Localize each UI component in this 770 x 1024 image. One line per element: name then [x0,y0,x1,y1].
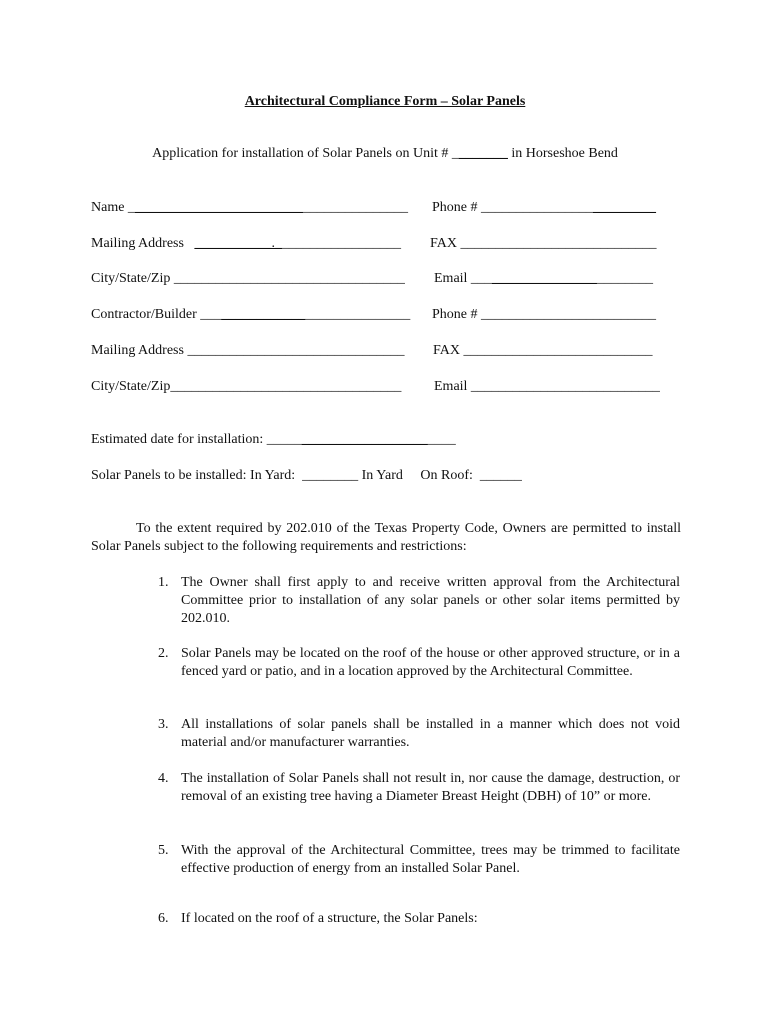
application-prefix: Application for installation of Solar Panels on Unit # _ [152,146,459,161]
installation-date-field[interactable] [91,432,456,448]
city-state-zip-field[interactable]: City/State/Zip _________________________________ [91,271,405,286]
phone-label: Phone # ________________ [432,200,593,215]
email-underline: _______________ [491,271,597,286]
name-label: Name _ [91,200,135,215]
form-title: Architectural Compliance Form – Solar Panels [244,94,526,109]
requirement-number: 4. [158,771,169,786]
application-line [0,146,770,162]
requirement-number: 1. [158,575,169,590]
installation-date-tail: ____ [427,432,456,447]
application-suffix: in Horseshoe Bend [507,146,618,161]
name-tail: _______________ [302,200,408,215]
installation-location-field[interactable]: Solar Panels to be installed: In Yard: ________ In Yard On Roof: ______ [91,468,522,483]
mailing-address-label: Mailing Address [91,236,195,251]
email-field[interactable] [434,271,653,287]
requirement-text: The installation of Solar Panels shall not result in, nor cause the damage, destruction, or removal of an existing tree having a Diameter Breast Height (DBH) of 10” or more. [181,771,680,804]
requirement-number: 3. [158,717,169,732]
installation-date-label: Estimated date for installation: _____ [91,432,302,447]
contractor-fax-field[interactable]: FAX ___________________________ [433,343,653,358]
contractor-mailing-address-field[interactable]: Mailing Address _______________________________ [91,343,405,358]
requirement-text: Solar Panels may be located on the roof of the house or other approved structure, or in a fenced yard or patio, and in a location approved by the Architectural Committee. [181,646,680,679]
fax-field[interactable]: FAX ____________________________ [430,236,657,251]
name-underline: ________________________ [134,200,303,215]
contractor-label: Contractor/Builder ___ [91,307,222,322]
email-tail: ________ [596,271,653,286]
installation-date-underline: __________________ [301,432,428,447]
mailing-address-field[interactable] [91,236,401,252]
requirement-number: 6. [158,911,169,926]
contractor-phone-field[interactable]: Phone # _________________________ [432,307,656,322]
requirement-text: If located on the roof of a structure, the Solar Panels: [181,911,478,926]
contractor-underline: ____________ [221,307,306,322]
name-field[interactable] [91,200,408,216]
requirement-text: With the approval of the Architectural Committee, trees may be trimmed to facilitate effective production of energy from an installed Solar Panel. [181,843,680,876]
mailing-address-tail: _________________ [281,236,401,251]
intro-paragraph: To the extent required by 202.010 of the Texas Property Code, Owners are permitted to install Solar Panels subject to the following requirements and restrictions: [91,521,681,554]
contractor-email-field[interactable]: Email ___________________________ [434,379,660,394]
unit-number-field[interactable]: _______ [458,146,508,161]
contractor-tail: _______________ [305,307,411,322]
requirement-text: The Owner shall first apply to and receive written approval from the Architectural Committee prior to installation of any solar panels or other solar items permitted by 202.010. [181,575,680,626]
email-label: Email ___ [434,271,492,286]
requirement-text: All installations of solar panels shall be installed in a manner which does not void material and/or manufacturer warranties. [181,717,680,750]
contractor-city-state-zip-field[interactable]: City/State/Zip_________________________________ [91,379,402,394]
phone-field[interactable] [432,200,656,216]
phone-underline: _________ [593,200,656,215]
requirement-number: 5. [158,843,169,858]
contractor-field[interactable] [91,307,410,323]
requirement-number: 2. [158,646,169,661]
mailing-address-underline: ___________._ [194,236,282,251]
